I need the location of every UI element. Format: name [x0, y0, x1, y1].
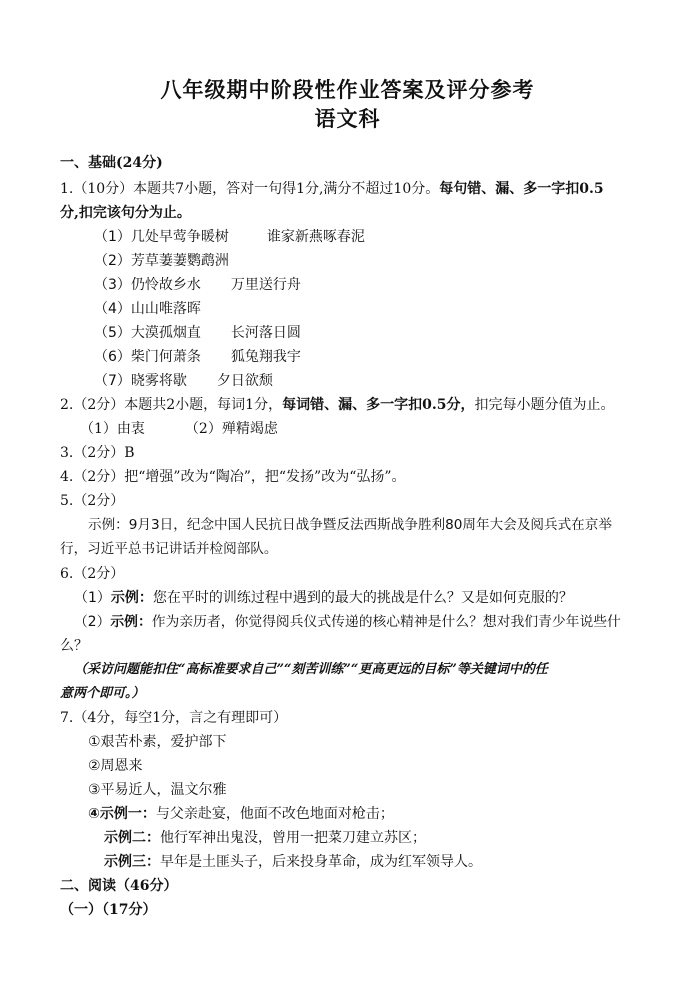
answer-num: （1） [94, 229, 131, 245]
answer-num: （4） [94, 301, 131, 317]
section1-heading: 一、基础(24分) [60, 155, 163, 171]
answer-line-a: 大漠孤烟直 [130, 325, 201, 341]
q7-header: 7.（4分，每空1分，言之有理即可） [60, 710, 288, 726]
q6-header: 6.（2分） [60, 566, 125, 582]
answer-line-b: 狐兔翔我宇 [230, 349, 301, 365]
example-label: 示例： [110, 614, 152, 630]
q1-header-text: 1.（10分）本题共7小题，答对一句得1分,满分不超过10分。 [60, 181, 440, 197]
example-text: 与父亲赴宴，他面不改色地面对枪击； [155, 806, 394, 822]
q5-example-line2: 行，习近平总书记讲话并检阅部队。 [60, 541, 278, 557]
q6-answer-1-text: 您在平时的训练过程中遇到的最大的挑战是什么？又是如何克服的？ [152, 590, 573, 606]
q3-answer: 3.（2分）B [60, 445, 135, 461]
q7-answer-3: ③平易近人，温文尔雅 [88, 782, 227, 798]
q5-header: 5.（2分） [60, 493, 125, 509]
example-label: 示例： [110, 590, 153, 606]
q2-penalty-rule: 每词错、漏、多一字扣0.5分， [282, 397, 475, 413]
answer-line-b: 谁家新燕啄春泥 [266, 229, 365, 245]
document-title: 八年级期中阶段性作业答案及评分参考 [160, 77, 535, 102]
q1-header [60, 180, 604, 198]
example-text: 他行军神出鬼没，曾用一把菜刀建立苏区； [160, 830, 426, 846]
q2-header [60, 396, 614, 414]
q1-answer-2 [94, 252, 229, 270]
answer-num: （6） [94, 349, 131, 365]
q2-answer-2: （2）殚精竭虑 [184, 421, 278, 437]
q2-header-end: 扣完每小题分值为止。 [474, 397, 615, 413]
q7-answer-1: ①艰苦朴素，爱护部下 [88, 734, 227, 750]
q2-header-text: 2.（2分）本题共2小题，每词1分， [60, 397, 283, 413]
q6-answer-2-num: （2） [74, 614, 111, 630]
q6-answer-2-text: 作为亲历者，你觉得阅兵仪式传递的核心精神是什么？想对我们青少年说些什 [151, 614, 621, 630]
answer-num: （2） [94, 253, 131, 269]
answer-num: （3） [94, 277, 131, 293]
answer-line-b: 长河落日圆 [230, 325, 301, 341]
part1-heading: （一）（17分） [60, 902, 157, 918]
example-label: ④示例一： [88, 806, 156, 822]
q6-answer-2 [74, 613, 621, 631]
q1-answer-4 [94, 300, 201, 318]
answer-line-a: 晓雾将歇 [130, 373, 187, 389]
q6-scoring-note-line1: （采访问题能扣住“高标准要求自己”“刻苦训练”“更高更远的目标”等关键词中的任 [74, 662, 548, 677]
example-text: 早年是土匪头子，后来投身革命，成为红军领导人。 [160, 854, 482, 870]
q2-answer-1: （1）由衷 [80, 421, 145, 437]
answer-num: （5） [94, 325, 131, 341]
answer-line-a: 几处早莺争暖树 [130, 229, 229, 245]
q1-answer-3 [94, 276, 301, 294]
answer-line-a: 山山唯落晖 [130, 301, 201, 317]
q1-answer-6 [94, 348, 301, 366]
answer-line-a: 仍怜故乡水 [130, 277, 201, 293]
q6-answer-1-num: （1） [74, 590, 111, 606]
example-label: 示例三： [104, 854, 160, 870]
q5-example-line1: 示例：9月3日，纪念中国人民抗日战争暨反法西斯战争胜利80周年大会及阅兵式在京举 [88, 517, 612, 533]
answer-line-a: 柴门何萧条 [130, 349, 201, 365]
q1-penalty-rule: 每句错、漏、多一字扣0.5 [439, 181, 604, 197]
answer-num: （7） [94, 373, 131, 389]
q7-example-3 [104, 853, 482, 871]
q7-example-1 [88, 805, 394, 823]
q6-answer-1 [74, 589, 573, 607]
q7-example-2 [104, 829, 426, 847]
answer-line-a: 芳草萋萋鹦鹉洲 [130, 253, 229, 269]
q4-answer: 4.（2分）把“增强”改为“陶冶”，把“发扬”改为“弘扬”。 [60, 469, 406, 485]
q6-scoring-note-line2: 意两个即可。） [60, 686, 145, 701]
section2-heading: 二、阅读（46分） [60, 878, 178, 894]
answer-line-b: 夕日欲颓 [216, 373, 273, 389]
q1-answer-1 [94, 228, 365, 246]
document-subtitle: 语文科 [314, 106, 381, 131]
answer-line-b: 万里送行舟 [230, 277, 301, 293]
example-label: 示例二： [104, 830, 160, 846]
q7-answer-2: ②周恩来 [88, 758, 143, 774]
q1-header-cont: 分,扣完该句分为止。 [60, 205, 191, 221]
q1-answer-5 [94, 324, 301, 342]
q6-answer-2-cont: 么？ [60, 638, 88, 654]
q2-answers [80, 420, 278, 438]
q1-answer-7 [94, 372, 273, 390]
